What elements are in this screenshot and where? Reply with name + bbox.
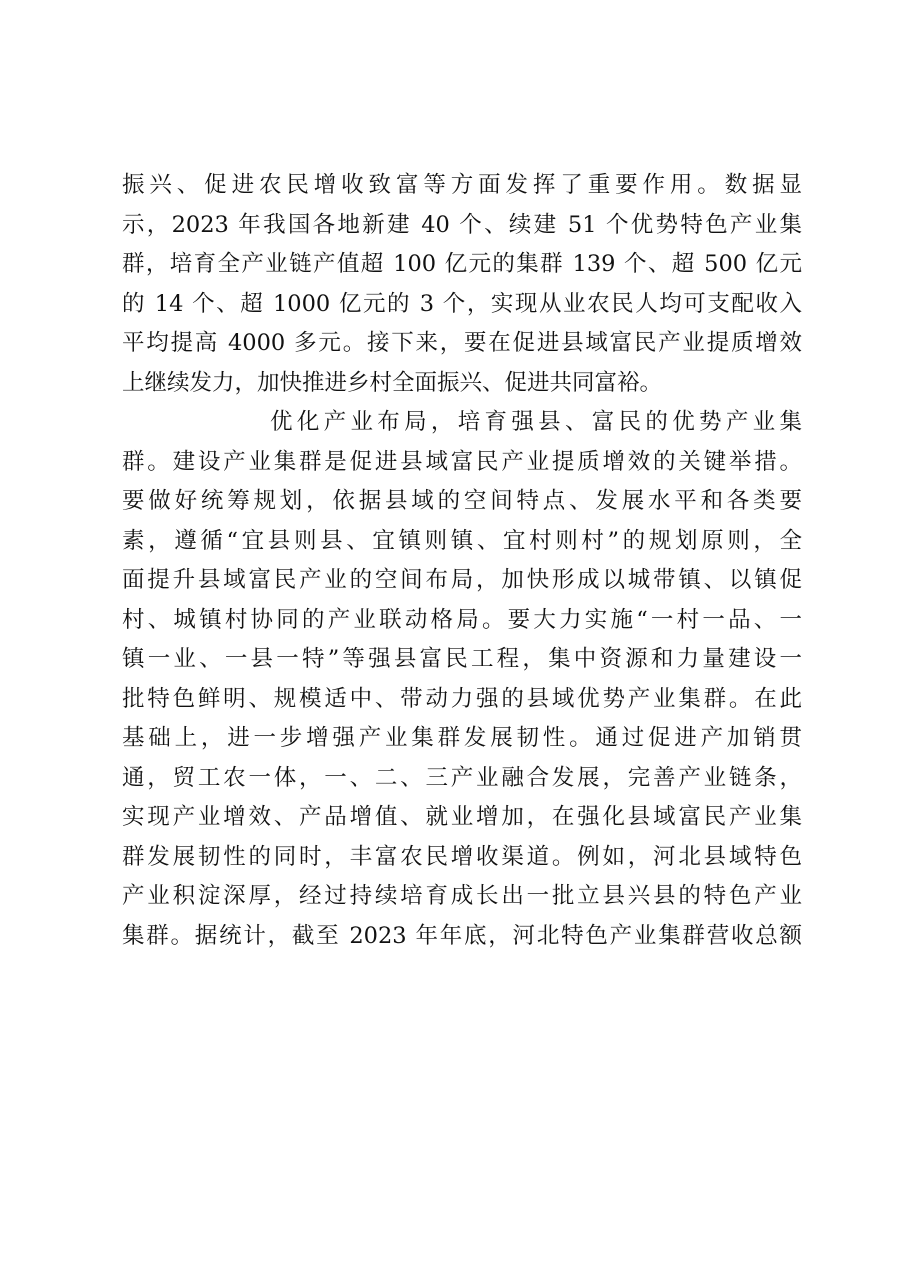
text-line: 集群。据统计，截至 2023 年年底，河北特色产业集群营收总额 xyxy=(122,922,802,949)
paragraph-1 xyxy=(122,166,802,403)
text-line: 的 14 个、超 1000 亿元的 3 个，实现从业农民人均可支配收入 xyxy=(122,290,802,317)
text-line: 素，遵循“宜县则县、宜镇则镇、宜村则村”的规划原则，全 xyxy=(122,527,802,554)
text-line: 镇一业、一县一特”等强县富民工程，集中资源和力量建设一 xyxy=(122,646,802,672)
text-line: 振兴、促进农民增收致富等方面发挥了重要作用。数据显 xyxy=(122,172,802,198)
text-line: 产业积淀深厚，经过持续培育成长出一批立县兴县的特色产业 xyxy=(122,883,802,909)
body-text xyxy=(122,166,802,956)
text-line: 优化产业布局，培育强县、富民的优势产业集 xyxy=(270,409,802,435)
paragraph-2 xyxy=(122,403,802,956)
text-line: 群发展韧性的同时，丰富农民增收渠道。例如，河北县域特色 xyxy=(122,843,802,870)
text-line: 实现产业增效、产品增值、就业增加，在强化县域富民产业集 xyxy=(122,804,802,830)
text-line: 通，贸工农一体，一、二、三产业融合发展，完善产业链条， xyxy=(122,764,802,791)
text-line: 群，培育全产业链产值超 100 亿元的集群 139 个、超 500 亿元 xyxy=(122,251,802,277)
text-line: 批特色鲜明、规模适中、带动力强的县域优势产业集群。在此 xyxy=(122,685,802,712)
text-line: 基础上，进一步增强产业集群发展韧性。通过促进产加销贯 xyxy=(122,725,802,751)
text-line: 示，2023 年我国各地新建 40 个、续建 51 个优势特色产业集 xyxy=(122,211,802,238)
text-line: 平均提高 4000 多元。接下来，要在促进县域富民产业提质增效 xyxy=(122,330,802,356)
text-line: 面提升县域富民产业的空间布局，加快形成以城带镇、以镇促 xyxy=(122,567,802,593)
text-line: 村、城镇村协同的产业联动格局。要大力实施“一村一品、一 xyxy=(122,606,802,633)
text-line: 要做好统筹规划，依据县域的空间特点、发展水平和各类要 xyxy=(122,488,802,514)
text-line: 群。建设产业集群是促进县域富民产业提质增效的关键举措。 xyxy=(122,448,802,475)
text-line: 上继续发力，加快推进乡村全面振兴、促进共同富裕。 xyxy=(122,369,663,396)
